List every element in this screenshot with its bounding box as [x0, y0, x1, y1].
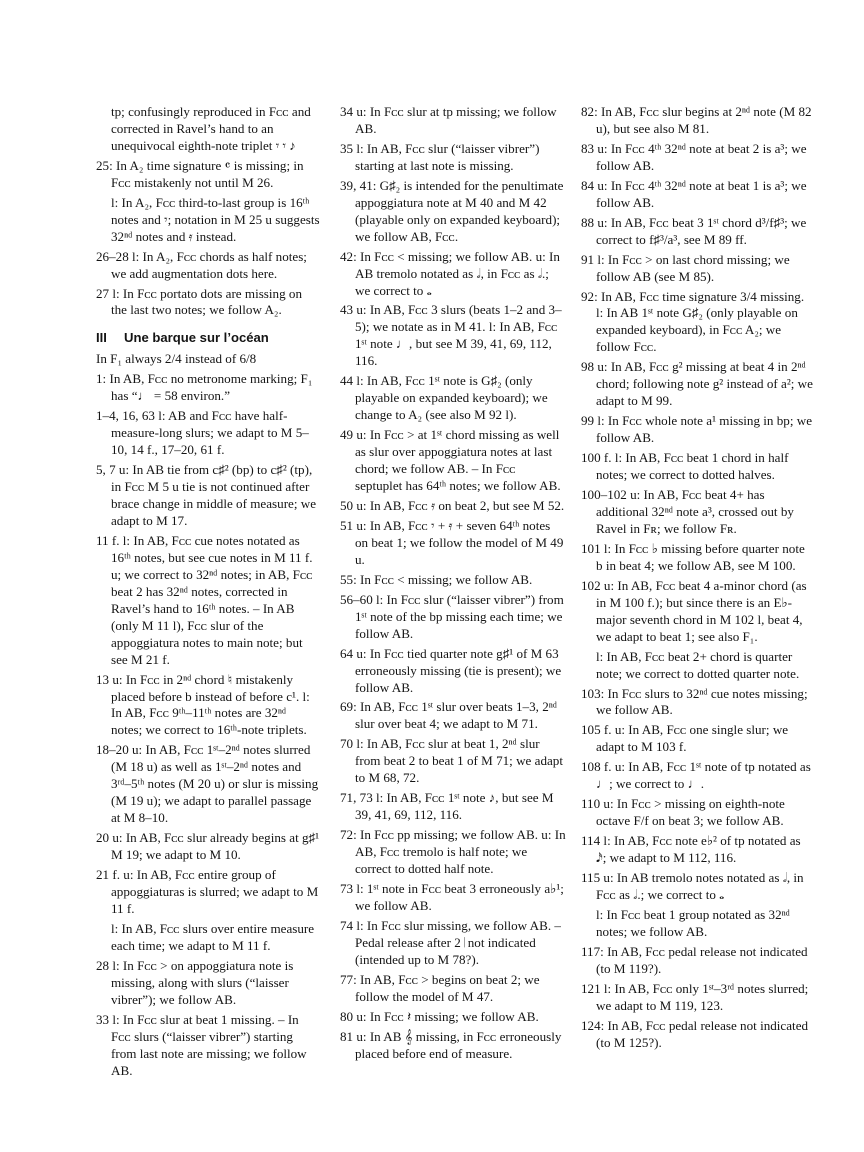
commentary-entry: 91 l: In Fᴄᴄ > on last chord missing; we follow AB (see M 85). [581, 251, 790, 284]
commentary-entry: 117: In AB, Fᴄᴄ pedal release not indicated (to M 119?). [581, 943, 808, 976]
commentary-entry: 100–102 u: In AB, Fᴄᴄ beat 4+ has additional 32ⁿᵈ note a³, crossed out by Ravel in Fʀ; we follow Fʀ. [581, 487, 794, 536]
commentary-entry: 42: In Fᴄᴄ < missing; we follow AB. u: In AB tremolo notated as 𝅗𝅥, in Fᴄᴄ as 𝅗𝅥.; we correct to 𝅝 [340, 248, 560, 298]
commentary-entry: 105 f. u: In AB, Fᴄᴄ one single slur; we adapt to M 103 f. [581, 722, 789, 755]
commentary-entry: 11 f. l: In AB, Fᴄᴄ cue notes notated as 16ᵗʰ notes, but see cue notes in M 11 f. u; we correct to 32ⁿᵈ notes; in AB, Fᴄᴄ beat 2 has 32ⁿᵈ notes, corrected in Ravel’s hand to 16ᵗʰ notes. – In AB (only M 11 l), Fᴄᴄ slur of the appoggiatura notes to main note; but see M 21 f. [96, 532, 313, 667]
commentary-continuation: l: In AB, Fᴄᴄ slurs over entire measure each time; we adapt to M 11 f. [111, 920, 315, 953]
commentary-entry: 73 l: 1ˢᵗ note in Fᴄᴄ beat 3 erroneously a♭¹; we follow AB. [340, 880, 564, 913]
column-middle [340, 104, 566, 1066]
commentary-entry: 43 u: In AB, Fᴄᴄ 3 slurs (beats 1–2 and 3–5); we notate as in M 41. l: In AB, Fᴄᴄ 1ˢᵗ note ♩, but see M 39, 41, 69, 112, 116. [340, 302, 562, 369]
commentary-entry: 21 f. u: In AB, Fᴄᴄ entire group of appoggiaturas is slurred; we adapt to M 11 f. [96, 867, 319, 916]
commentary-entry: 77: In AB, Fᴄᴄ > begins on beat 2; we follow the model of M 47. [340, 971, 540, 1004]
commentary-entry: 71, 73 l: In AB, Fᴄᴄ 1ˢᵗ note ♪, but see M 39, 41, 69, 112, 116. [340, 790, 554, 823]
commentary-entry: 34 u: In Fᴄᴄ slur at tp missing; we follow AB. [340, 104, 557, 136]
commentary-entry: 13 u: In Fᴄᴄ in 2ⁿᵈ chord ♮ mistakenly placed before b instead of before c¹. l: In AB, Fᴄᴄ 9ᵗʰ–11ᵗʰ notes are 32ⁿᵈ notes; we correct to 16ᵗʰ-note triplets. [96, 671, 310, 738]
commentary-entry: 69: In AB, Fᴄᴄ 1ˢᵗ slur over beats 1–3, 2ⁿᵈ slur over beat 4; we adapt to M 71. [340, 699, 557, 732]
commentary-entry: 25: In A₂ time signature 𝄴 is missing; in Fᴄᴄ mistakenly not until M 26. [96, 157, 304, 190]
commentary-entry: 56–60 l: In Fᴄᴄ slur (“laisser vibrer”) from 1ˢᵗ note of the bp missing each time; we follow AB. [340, 591, 564, 641]
commentary-entry: 18–20 u: In AB, Fᴄᴄ 1ˢᵗ–2ⁿᵈ notes slurred (M 18 u) as well as 1ˢᵗ–2ⁿᵈ notes and 3ʳᵈ–5ᵗʰ notes (M 20 u) or slur is missing (M 19 u); we adapt to parallel passage at M 8–10. [96, 742, 319, 826]
commentary-entry: 81 u: In AB 𝄞 missing, in Fᴄᴄ erroneously placed before end of measure. [340, 1028, 562, 1061]
commentary-continuation: l: In A₂, Fᴄᴄ third-to-last group is 16ᵗʰ notes and 𝄾; notation in M 25 u suggests 32ⁿᵈ notes and 𝄿 instead. [111, 194, 320, 244]
commentary-entry: 44 l: In AB, Fᴄᴄ 1ˢᵗ note is G♯₂ (only playable on expanded keyboard); we change to A₂ (see also M 92 l). [340, 373, 548, 423]
commentary-entry: 70 l: In AB, Fᴄᴄ slur at beat 1, 2ⁿᵈ slur from beat 2 to beat 1 of M 71; we adapt to M 68, 72. [340, 736, 563, 786]
commentary-entry: 84 u: In Fᴄᴄ 4ᵗʰ 32ⁿᵈ note at beat 1 is a³; we follow AB. [581, 177, 807, 210]
commentary-entry: 88 u: In AB, Fᴄᴄ beat 3 1ˢᵗ chord d³/f♯³; we correct to f♯³/a³, see M 89 ff. [581, 214, 807, 247]
commentary-entry: 108 f. u: In AB, Fᴄᴄ 1ˢᵗ note of tp notated as ♩; we correct to ♩. [581, 759, 811, 792]
column-left [96, 104, 320, 1082]
commentary-entry: 20 u: In AB, Fᴄᴄ slur already begins at g♯¹ M 19; we adapt to M 10. [96, 830, 320, 863]
commentary-entry: 98 u: In AB, Fᴄᴄ g² missing at beat 4 in 2ⁿᵈ chord; following note g² instead of a²; we adapt to M 99. [581, 359, 813, 409]
commentary-entry: 82: In AB, Fᴄᴄ slur begins at 2ⁿᵈ note (M 82 u), but see also M 81. [581, 104, 812, 136]
commentary-entry: 101 l: In Fᴄᴄ ♭ missing before quarter note b in beat 4; we follow AB, see M 100. [581, 540, 805, 573]
commentary-continuation: l: In AB, Fᴄᴄ beat 2+ chord is quarter note; we correct to dotted quarter note. [596, 648, 800, 681]
commentary-entry: 64 u: In Fᴄᴄ tied quarter note g♯¹ of M 63 erroneously missing (tie is present); we follow AB. [340, 645, 562, 695]
commentary-continuation: tp; confusingly reproduced in Fᴄᴄ and corrected in Ravel’s hand to an unequivocal eighth-note triplet 𝄾 𝄾 ♪ [111, 104, 311, 153]
commentary-entry: 39, 41: G♯₂ is intended for the penultimate appoggiatura note at M 40 and M 42 (playable only on expanded keyboard); we follow AB, Fᴄᴄ. [340, 177, 564, 244]
commentary-entry: 72: In Fᴄᴄ pp missing; we follow AB. u: In AB, Fᴄᴄ tremolo is half note; we correct to dotted half note. [340, 827, 566, 877]
commentary-entry: 114 l: In AB, Fᴄᴄ note e♭² of tp notated as 𝅘𝅥𝅯; we adapt to M 112, 116. [581, 833, 801, 866]
commentary-entry: 50 u: In AB, Fᴄᴄ 𝄿 on beat 2, but see M 52. [340, 497, 565, 513]
column-right [581, 104, 813, 1055]
commentary-entry: 80 u: In Fᴄᴄ 𝄽 missing; we follow AB. [340, 1008, 539, 1024]
section-number: III [96, 330, 107, 346]
commentary-entry: 102 u: In AB, Fᴄᴄ beat 4 a-minor chord (as in M 100 f.); but since there is an E♭-major seventh chord in M 102 l, beat 4, we adapt to beat 1; see also F₁. [581, 577, 807, 644]
commentary-entry: 27 l: In Fᴄᴄ portato dots are missing on the last two notes; we follow A₂. [96, 285, 303, 318]
commentary-entry: 28 l: In Fᴄᴄ > on appoggiatura note is missing, along with slurs (“laisser vibrer”); we follow AB. [96, 957, 294, 1007]
commentary-note: In F₁ always 2/4 instead of 6/8 [96, 351, 257, 367]
section-title: Une barque sur l’océan [124, 330, 269, 346]
commentary-entry: 49 u: In Fᴄᴄ > at 1ˢᵗ chord missing as well as slur over appoggiatura notes at last chord; we follow AB. – In Fᴄᴄ septuplet has 64ᵗʰ notes; we follow AB. [340, 427, 561, 494]
commentary-entry: 83 u: In Fᴄᴄ 4ᵗʰ 32ⁿᵈ note at beat 2 is a³; we follow AB. [581, 140, 807, 173]
commentary-entry: 26–28 l: In A₂, Fᴄᴄ chords as half notes; we add augmentation dots here. [96, 248, 307, 281]
commentary-entry: 55: In Fᴄᴄ < missing; we follow AB. [340, 571, 533, 587]
commentary-entry: 92: In AB, Fᴄᴄ time signature 3/4 missing. l: In AB 1ˢᵗ note G♯₂ (only playable on expanded keyboard), in Fᴄᴄ A₂; we follow Fᴄᴄ. [581, 288, 805, 355]
commentary-entry: 103: In Fᴄᴄ slurs to 32ⁿᵈ cue notes missing; we follow AB. [581, 685, 808, 718]
commentary-entry: 110 u: In Fᴄᴄ > missing on eighth-note octave F/f on beat 3; we follow AB. [581, 796, 785, 829]
commentary-entry: 33 l: In Fᴄᴄ slur at beat 1 missing. – In Fᴄᴄ slurs (“laisser vibrer”) starting from last note are missing; we follow AB. [96, 1011, 307, 1078]
commentary-entry: 121 l: In AB, Fᴄᴄ only 1ˢᵗ–3ʳᵈ notes slurred; we adapt to M 119, 123. [581, 980, 809, 1013]
commentary-entry: 74 l: In Fᴄᴄ slur missing, we follow AB. – Pedal release after 2 𝄀 not indicated (intended up to M 78?). [340, 917, 561, 967]
commentary-entry: 124: In AB, Fᴄᴄ pedal release not indicated (to M 125?). [581, 1017, 809, 1050]
commentary-entry: 100 f. l: In AB, Fᴄᴄ beat 1 chord in half notes; we correct to dotted halves. [581, 450, 789, 483]
commentary-entry: 51 u: In AB, Fᴄᴄ 𝄾 + 𝄿 + seven 64ᵗʰ notes on beat 1; we follow the model of M 49 u. [340, 517, 564, 567]
section-heading [96, 330, 320, 347]
commentary-entry: 99 l: In Fᴄᴄ whole note a¹ missing in bp; we follow AB. [581, 413, 813, 446]
commentary-entry: 5, 7 u: In AB tie from c♯² (bp) to c♯² (tp), in Fᴄᴄ M 5 u tie is not continued after brace change in middle of measure; we adapt to M 17. [96, 462, 317, 528]
commentary-continuation: l: In Fᴄᴄ beat 1 group notated as 32ⁿᵈ notes; we follow AB. [596, 906, 790, 939]
commentary-entry: 115 u: In AB tremolo notes notated as 𝅗𝅥, in Fᴄᴄ as 𝅗𝅥.; we correct to 𝅝 [581, 870, 804, 902]
commentary-entry: 1: In AB, Fᴄᴄ no metronome marking; F₁ has “♩ = 58 environ.” [96, 371, 313, 404]
commentary-entry: 35 l: In AB, Fᴄᴄ slur (“laisser vibrer”) starting at last note is missing. [340, 140, 540, 173]
commentary-entry: 1–4, 16, 63 l: AB and Fᴄᴄ have half-measure-long slurs; we adapt to M 5–10, 14 f., 17–20, 61 f. [96, 408, 309, 458]
